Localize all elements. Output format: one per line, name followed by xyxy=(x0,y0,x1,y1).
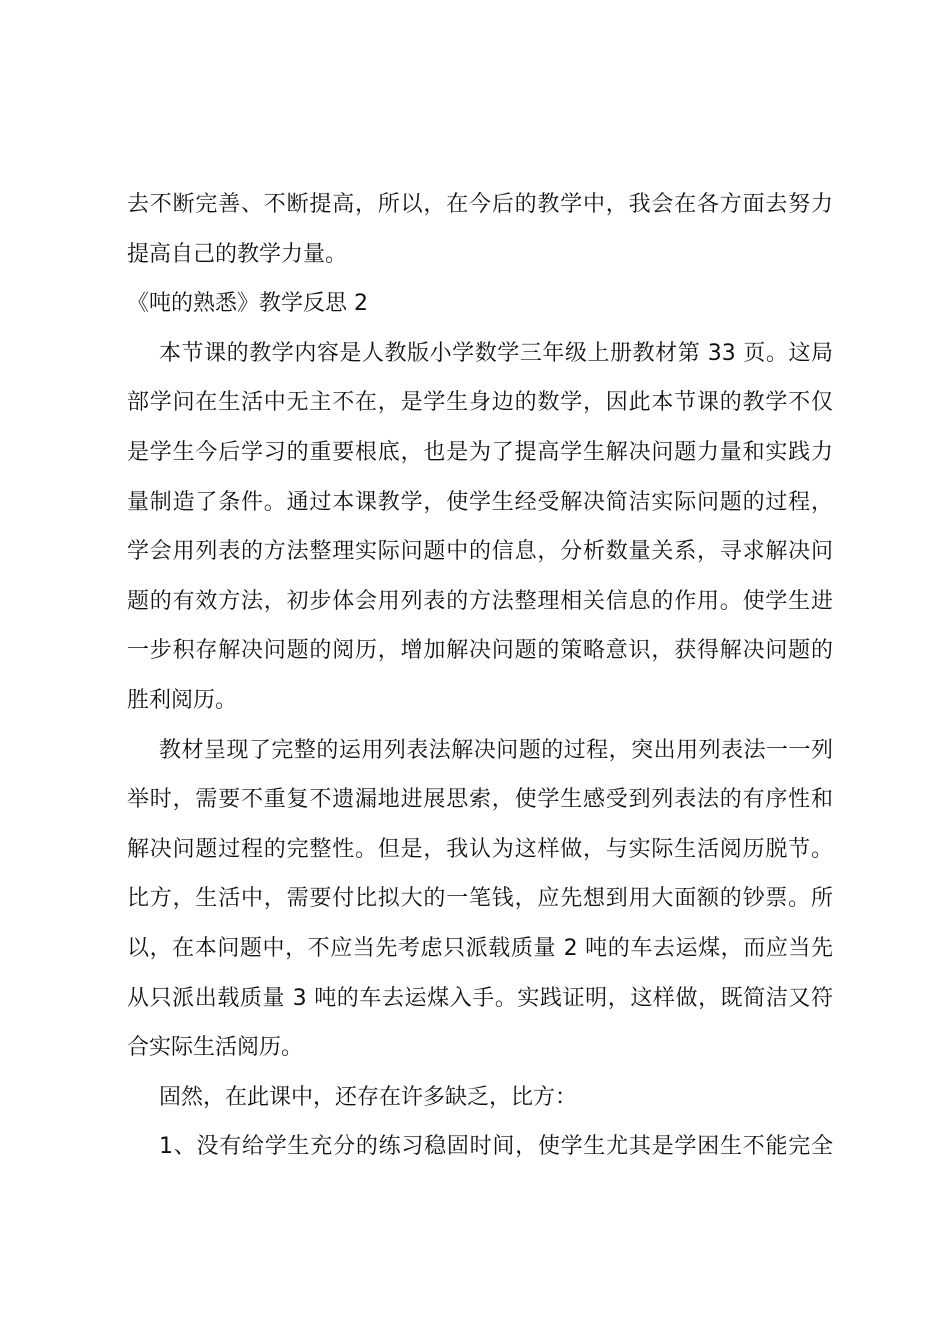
paragraph-line: 题的有效方法，初步体会用列表的方法整理相关信息的作用。使学生进 xyxy=(127,588,833,614)
paragraph-line: 以，在本问题中，不应当先考虑只派载质量 2 吨的车去运煤，而应当先 xyxy=(127,935,833,961)
paragraph-line: 胜利阅历。 xyxy=(127,687,238,713)
list-item-line: 1、没有给学生充分的练习稳固时间，使学生尤其是学困生不能完全 xyxy=(159,1134,833,1160)
paragraph-line: 本节课的教学内容是人教版小学数学三年级上册教材第 33 页。这局 xyxy=(159,340,833,366)
paragraph-line: 举时，需要不重复不遗漏地进展思索，使学生感受到列表法的有序性和 xyxy=(127,787,833,813)
paragraph-line: 从只派出载质量 3 吨的车去运煤入手。实践证明，这样做，既简洁又符 xyxy=(127,985,833,1011)
document-body xyxy=(127,180,833,1172)
paragraph-line: 提高自己的教学力量。 xyxy=(127,241,348,267)
paragraph-line: 去不断完善、不断提高，所以，在今后的教学中，我会在各方面去努力 xyxy=(127,192,833,217)
paragraph-line: 是学生今后学习的重要根底，也是为了提高学生解决问题力量和实践力 xyxy=(127,439,833,465)
section-heading: 《吨的熟悉》教学反思 2 xyxy=(127,291,368,317)
paragraph-line: 学会用列表的方法整理实际问题中的信息，分析数量关系，寻求解决问 xyxy=(127,539,833,565)
paragraph-line: 部学问在生活中无主不在，是学生身边的数学，因此本节课的教学不仅 xyxy=(127,390,833,416)
paragraph-line: 固然，在此课中，还存在许多缺乏，比方： xyxy=(159,1084,578,1110)
paragraph-line: 量制造了条件。通过本课教学，使学生经受解决简洁实际问题的过程， xyxy=(127,489,833,515)
paragraph-line: 比方，生活中，需要付比拟大的一笔钱，应先想到用大面额的钞票。所 xyxy=(127,886,833,912)
paragraph-line: 教材呈现了完整的运用列表法解决问题的过程，突出用列表法一一列 xyxy=(159,737,833,763)
paragraph-line: 合实际生活阅历。 xyxy=(127,1035,304,1061)
paragraph-line: 解决问题过程的完整性。但是，我认为这样做，与实际生活阅历脱节。 xyxy=(127,836,833,862)
paragraph-line: 一步积存解决问题的阅历，增加解决问题的策略意识，获得解决问题的 xyxy=(127,638,833,664)
